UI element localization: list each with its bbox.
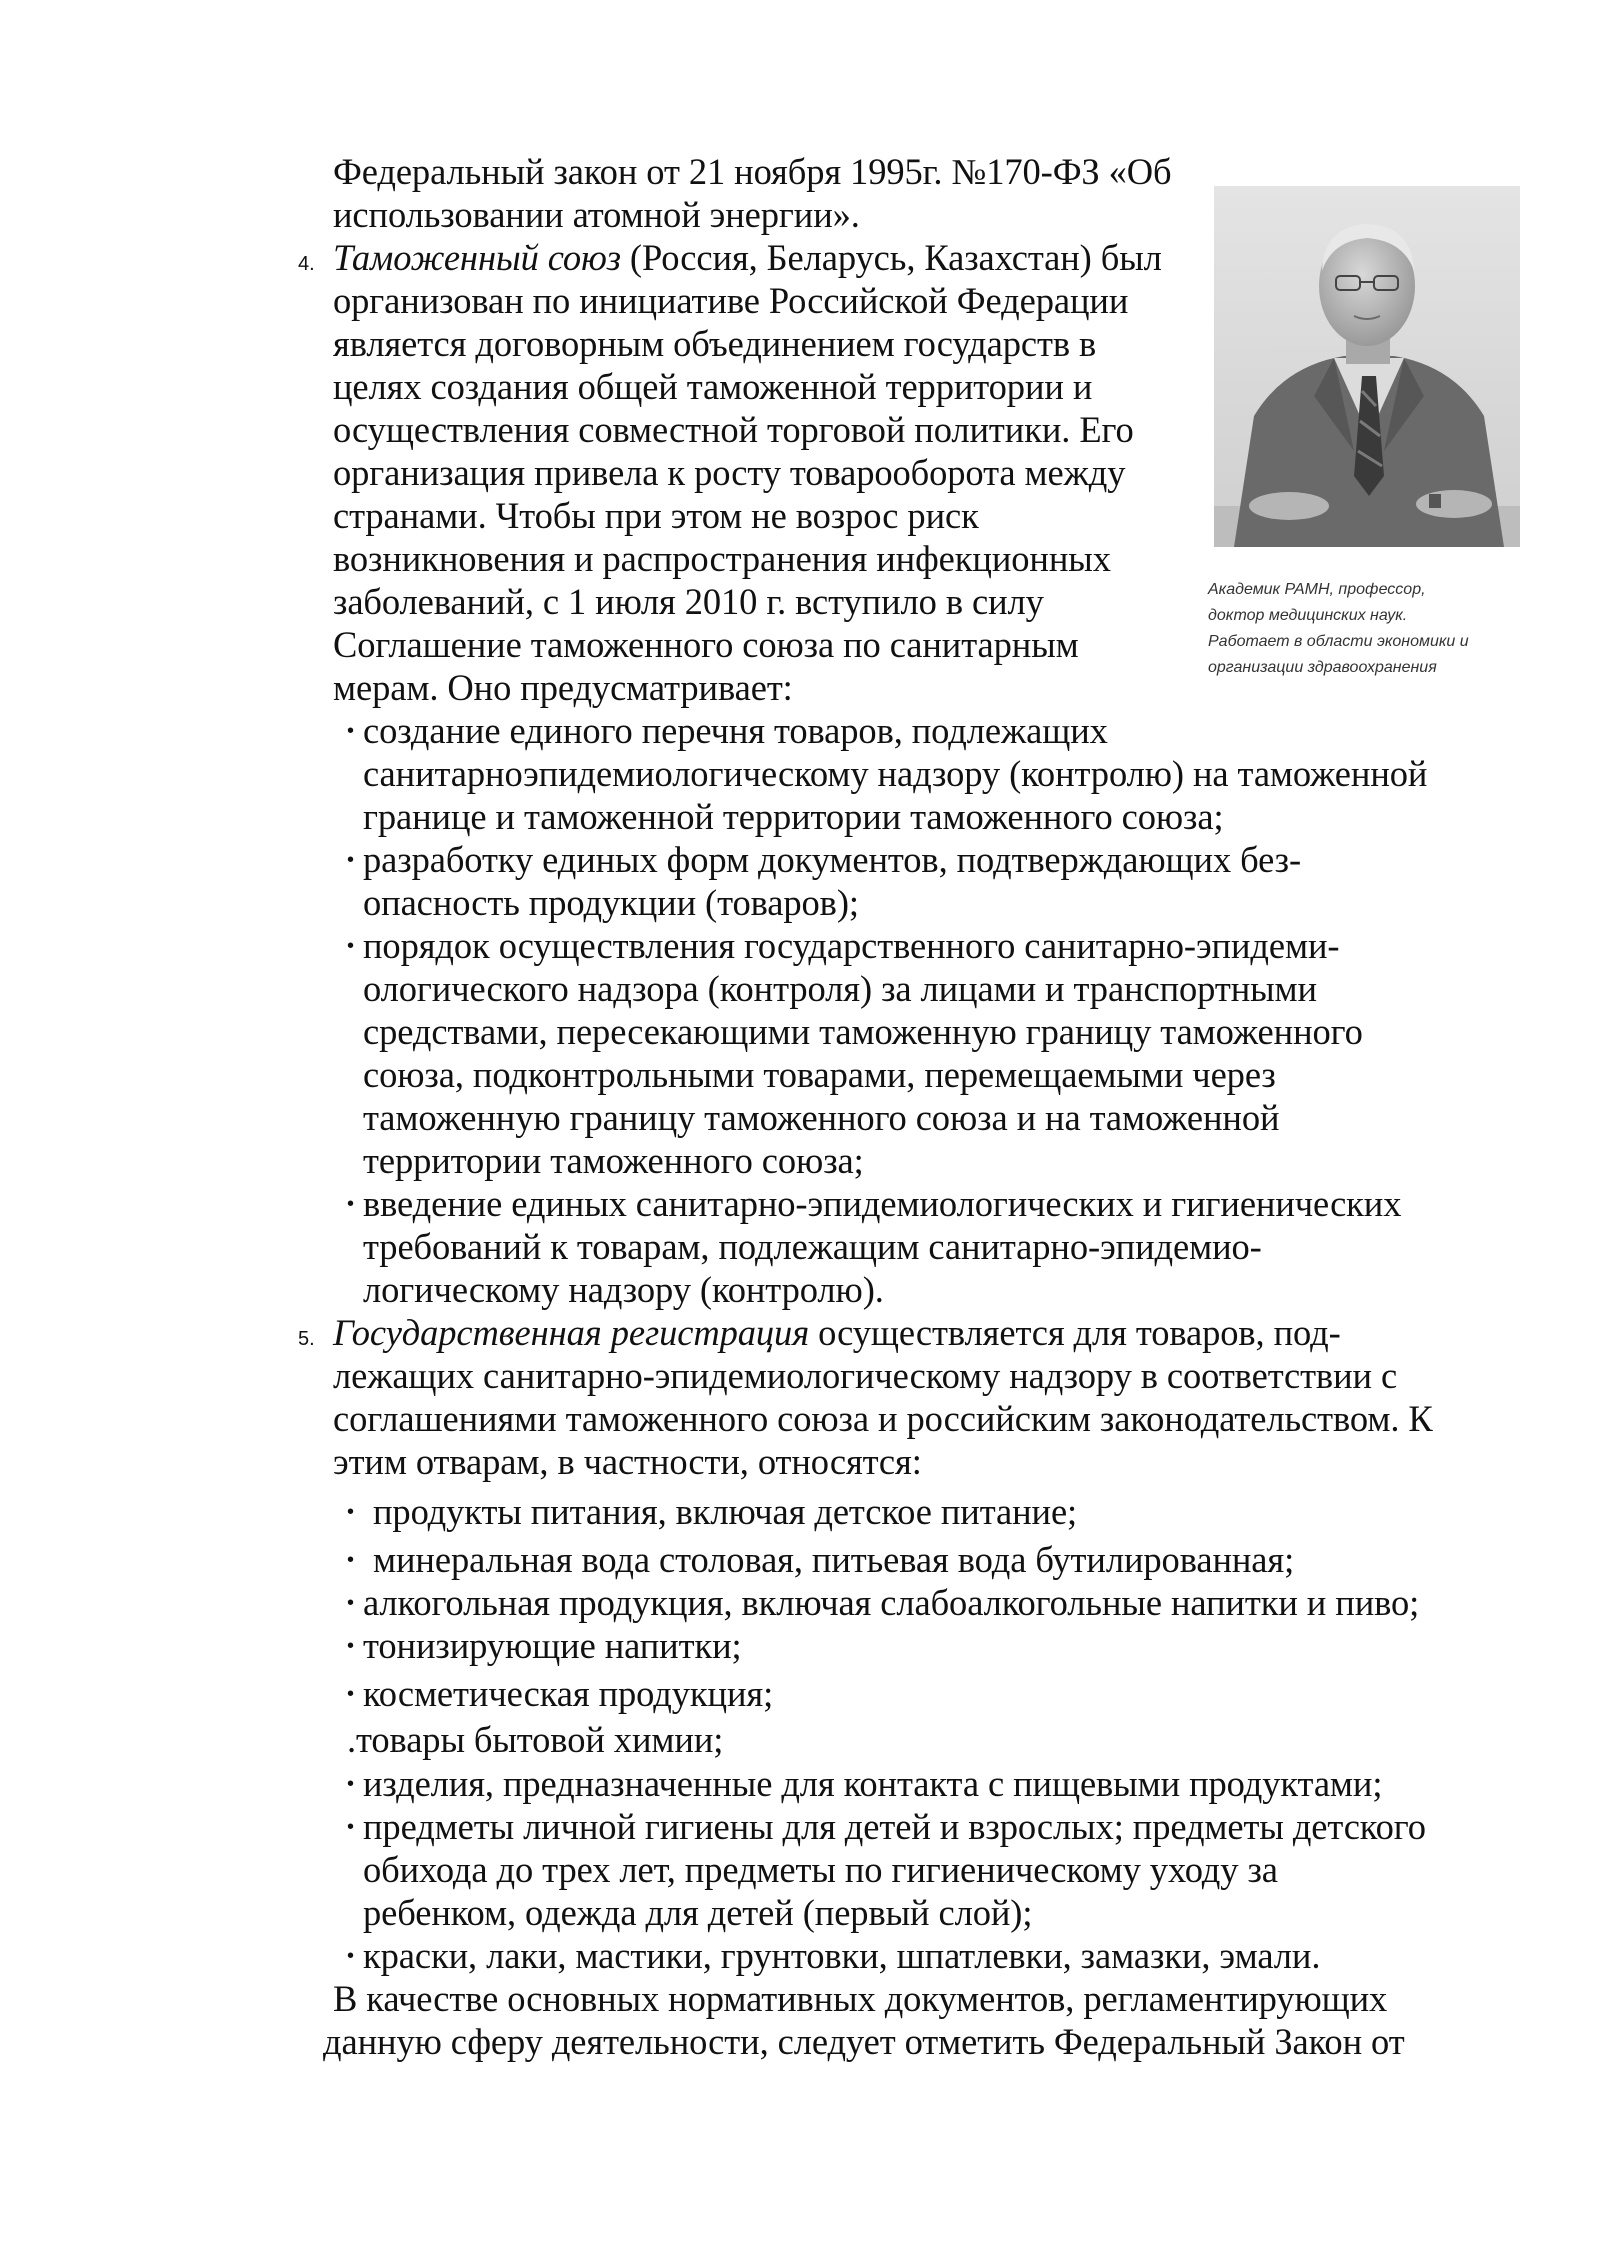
closing-line: данную сферу деятельности, следует отметить Федеральный Закон от xyxy=(323,2021,1405,2062)
bullet-line: таможенную границу таможенного союза и на таможенной xyxy=(363,1097,1280,1138)
item4-first-line xyxy=(333,236,1162,279)
bullet-icon: • xyxy=(347,1635,355,1657)
item4-line: Соглашение таможенного союза по санитарным xyxy=(333,624,1079,665)
bullet-icon: • xyxy=(347,1816,355,1838)
bullet-line: союза, подконтрольными товарами, перемещаемыми через xyxy=(363,1054,1276,1095)
list-item: тонизирующие напитки; xyxy=(363,1625,742,1666)
term-state-registration: Государственная регистрация xyxy=(333,1312,810,1353)
bullet-line: создание единого перечня товаров, подлежащих xyxy=(363,710,1108,751)
bullet-icon: • xyxy=(347,1773,355,1795)
bullet-line: опасность продукции (товаров); xyxy=(363,882,859,923)
list-item: алкогольная продукция, включая слабоалкогольные напитки и пиво; xyxy=(363,1582,1420,1623)
bullet-icon: • xyxy=(347,1683,355,1705)
list-item: изделия, предназначенные для контакта с пищевыми продуктами; xyxy=(363,1763,1383,1804)
bullet-icon: • xyxy=(347,1501,355,1523)
list-item: предметы личной гигиены для детей и взрослых; предметы детского xyxy=(363,1806,1426,1847)
item5-line: этим отварам, в частности, относятся: xyxy=(333,1441,922,1482)
item4-line: странами. Чтобы при этом не возрос риск xyxy=(333,495,979,536)
bullet-icon: • xyxy=(347,935,355,957)
closing-line: В качестве основных нормативных документов, регламентирующих xyxy=(333,1978,1388,2019)
item4-line: организован по инициативе Российской Федерации xyxy=(333,280,1129,321)
bullet-line: санитарноэпидемиологическому надзору (контролю) на таможенной xyxy=(363,753,1428,794)
bullet-line: логическому надзору (контролю). xyxy=(363,1269,884,1310)
item4-line: является договорным объединением государств в xyxy=(333,323,1097,364)
photo-caption-line: Академик РАМН, профессор, xyxy=(1208,581,1426,598)
list-number: 5. xyxy=(298,1328,315,1350)
list-number: 4. xyxy=(298,253,315,275)
bullet-icon: • xyxy=(347,1193,355,1215)
bullet-icon: • xyxy=(347,720,355,742)
item5-line: лежащих санитарно-эпидемиологическому надзору в соответствии с xyxy=(333,1355,1398,1396)
bullet-icon: • xyxy=(347,1945,355,1967)
bullet-icon: • xyxy=(347,1549,355,1571)
item4-line: целях создания общей таможенной территории и xyxy=(333,366,1093,407)
bullet-line: порядок осуществления государственного санитарно-эпидеми- xyxy=(363,925,1340,966)
bullet-line: границе и таможенной территории таможенного союза; xyxy=(363,796,1224,837)
photo-caption-line: доктор медицинских наук. xyxy=(1208,607,1408,624)
term-customs-union: Таможенный союз xyxy=(333,237,621,278)
list-item: продукты питания, включая детское питание; xyxy=(373,1491,1078,1532)
item4-first-line-rest: (Россия, Беларусь, Казахстан) был xyxy=(620,237,1162,278)
item4-line: мерам. Оно предусматривает: xyxy=(333,667,793,708)
bullet-line: требований к товарам, подлежащим санитарно-эпидемио- xyxy=(363,1226,1262,1267)
intro-line: Федеральный закон от 21 ноября 1995г. №170-ФЗ «Об xyxy=(333,151,1172,192)
item5-first-line-rest: осуществляется для товаров, под- xyxy=(809,1312,1341,1353)
bullet-line: разработку единых форм документов, подтверждающих без- xyxy=(363,839,1302,880)
item4-line: возникновения и распространения инфекционных xyxy=(333,538,1111,579)
photo-caption-line: организации здравоохранения xyxy=(1208,659,1437,676)
list-item-continuation: ребенком, одежда для детей (первый слой); xyxy=(363,1892,1033,1933)
list-item: косметическая продукция; xyxy=(363,1673,774,1714)
bullet-line: территории таможенного союза; xyxy=(363,1140,864,1181)
list-item-continuation: обихода до трех лет, предметы по гигиеническому уходу за xyxy=(363,1849,1278,1890)
photo-caption-line: Работает в области экономики и xyxy=(1208,633,1469,650)
item5-first-line xyxy=(333,1311,1341,1354)
bullet-line: введение единых санитарно-эпидемиологических и гигиенических xyxy=(363,1183,1402,1224)
intro-line: использовании атомной энергии». xyxy=(333,194,860,235)
bullet-icon: • xyxy=(347,1592,355,1614)
item4-line: организация привела к росту товарооборота между xyxy=(333,452,1126,493)
item5-line: соглашениями таможенного союза и российским законодательством. К xyxy=(333,1398,1433,1439)
item4-line: осуществления совместной торговой политики. Его xyxy=(333,409,1134,450)
list-item: .товары бытовой химии; xyxy=(347,1719,724,1760)
bullet-icon: • xyxy=(347,849,355,871)
bullet-line: ологического надзора (контроля) за лицами и транспортными xyxy=(363,968,1317,1009)
bullet-line: средствами, пересекающими таможенную границу таможенного xyxy=(363,1011,1363,1052)
list-item: минеральная вода столовая, питьевая вода бутилированная; xyxy=(373,1539,1295,1580)
list-item: краски, лаки, мастики, грунтовки, шпатлевки, замазки, эмали. xyxy=(363,1935,1321,1976)
item4-line: заболеваний, с 1 июля 2010 г. вступило в силу xyxy=(333,581,1044,622)
portrait-photo-icon xyxy=(1214,186,1520,547)
